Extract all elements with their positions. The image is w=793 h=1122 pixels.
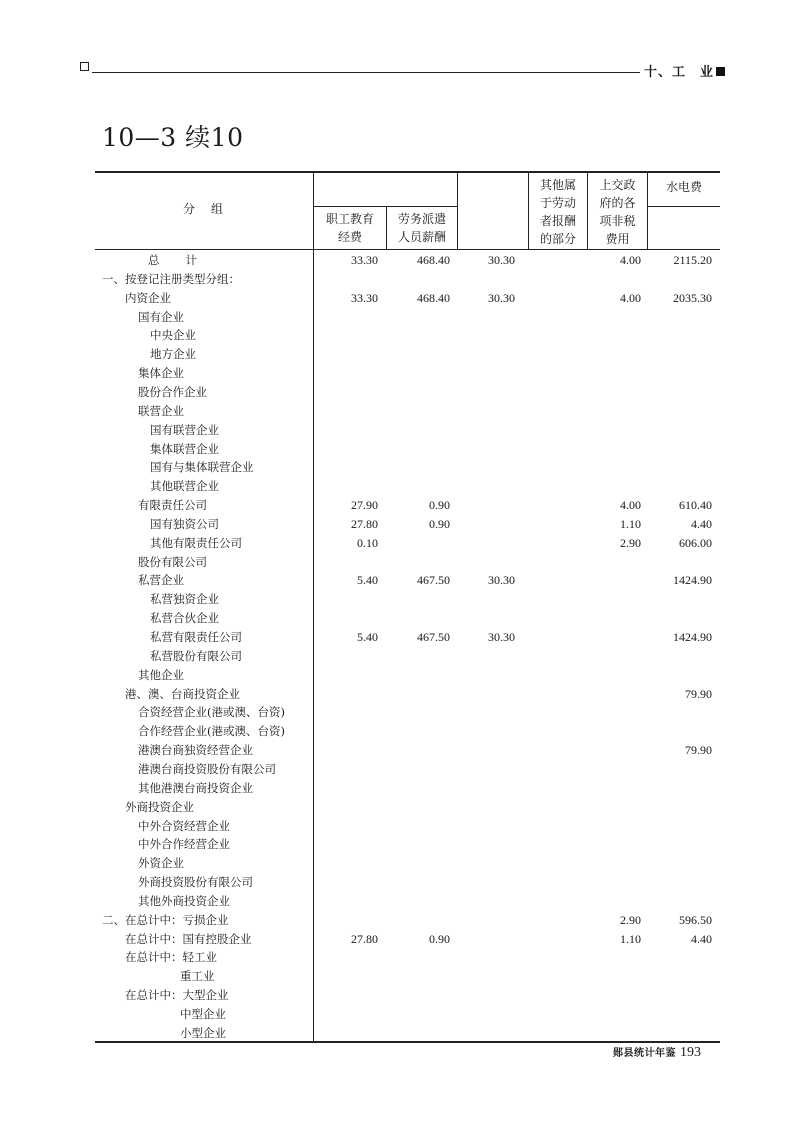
header-col2-line2: 人员薪酬 <box>397 230 446 244</box>
cell-col2: 468.40 <box>417 290 450 305</box>
header-col5 <box>588 176 647 248</box>
row-label: 国有联营企业 <box>150 422 219 437</box>
cell-col6: 4.40 <box>691 516 712 531</box>
cell-col5: 4.00 <box>620 498 641 513</box>
header-col2-line1: 劳务派遣 <box>397 212 446 226</box>
row-label: 二、在总计中：亏损企业 <box>102 912 229 927</box>
header-col6: 水电费 <box>665 180 702 194</box>
cell-col5: 1.10 <box>620 931 641 946</box>
cell-col1: 27.80 <box>351 931 378 946</box>
row-label: 港澳台商独资经营企业 <box>138 743 253 758</box>
cell-col3: 30.30 <box>488 573 515 588</box>
page-number: 193 <box>680 1045 701 1060</box>
table-row <box>95 779 720 798</box>
table-row <box>95 722 720 741</box>
header-sub-rule-right <box>647 206 720 207</box>
row-label: 私营股份有限公司 <box>150 648 242 663</box>
row-label: 中外合作经营企业 <box>138 837 230 852</box>
col-divider-2 <box>457 172 458 249</box>
table-row <box>95 873 720 892</box>
table-row <box>95 326 720 345</box>
row-label: 外商投资企业 <box>125 799 194 814</box>
table-row <box>95 986 720 1005</box>
cell-col2: 0.90 <box>429 931 450 946</box>
cell-col1: 27.90 <box>351 498 378 513</box>
table-row <box>95 835 720 854</box>
table-row <box>95 892 720 911</box>
header-col1-line2: 经费 <box>337 230 362 244</box>
cell-col6: 1424.90 <box>673 630 712 644</box>
table-row <box>95 364 720 383</box>
table-row <box>95 477 720 496</box>
chapter-label: 十、工 业 <box>644 65 715 80</box>
table-row <box>95 817 720 836</box>
table-row <box>95 609 720 628</box>
table-row <box>95 440 720 459</box>
row-label: 股份有限公司 <box>138 554 207 569</box>
table-row <box>95 251 720 270</box>
row-label: 有限责任公司 <box>138 498 207 513</box>
header-box-icon <box>80 62 89 71</box>
header-col5-line3: 项非税 <box>599 214 636 228</box>
table-top-rule <box>95 171 720 173</box>
yearbook-name: 郧县统计年鉴 <box>613 1048 676 1059</box>
header-col4 <box>529 176 587 248</box>
header-col5-line1: 上交政 <box>599 178 636 192</box>
chapter-square-icon <box>716 67 725 76</box>
cell-col6: 4.40 <box>691 931 712 946</box>
row-label: 一、按登记注册类型分组： <box>102 271 240 286</box>
row-label: 国有独资公司 <box>150 516 219 531</box>
table-row <box>95 590 720 609</box>
row-label: 重工业 <box>180 969 215 984</box>
table-row <box>95 930 720 949</box>
header-bottom-rule <box>95 249 720 250</box>
row-label: 中型企业 <box>180 1007 226 1021</box>
table-row <box>95 798 720 817</box>
row-label: 私营合伙企业 <box>150 611 219 626</box>
row-label: 内资企业 <box>125 290 171 305</box>
header-col5-line4: 费用 <box>605 232 630 246</box>
table-row <box>95 270 720 289</box>
table-row <box>95 854 720 873</box>
header-col5-line2: 府的各 <box>599 196 636 210</box>
cell-col6: 610.40 <box>679 498 712 513</box>
row-label: 合作经营企业(港或澳、台资) <box>138 724 285 739</box>
row-label: 私营独资企业 <box>150 592 219 607</box>
row-label: 外资企业 <box>138 856 184 871</box>
cell-col6: 2035.30 <box>673 290 712 305</box>
row-label: 其他外商投资企业 <box>138 893 230 908</box>
row-label: 其他港澳台商投资企业 <box>138 780 253 795</box>
table-row <box>95 685 720 704</box>
table-title: 10—3 续10 <box>102 123 244 152</box>
row-label: 港澳台商投资股份有限公司 <box>138 761 276 776</box>
cell-col6: 1424.90 <box>673 573 712 588</box>
cell-col2: 467.50 <box>417 573 450 588</box>
chapter-heading <box>644 61 725 80</box>
header-group: 分 组 <box>182 202 225 216</box>
header-col2 <box>387 210 457 246</box>
table-row <box>95 383 720 402</box>
table-row <box>95 534 720 553</box>
table-row <box>95 967 720 986</box>
table-row <box>95 948 720 967</box>
table-row <box>95 911 720 930</box>
row-label: 在总计中：大型企业 <box>125 988 229 1003</box>
table-row <box>95 571 720 590</box>
row-label: 在总计中：轻工业 <box>125 950 217 965</box>
header-sub-rule-left <box>313 206 457 207</box>
cell-col2: 468.40 <box>417 253 450 267</box>
cell-col5: 4.00 <box>620 290 641 305</box>
row-label: 其他联营企业 <box>150 479 219 494</box>
row-label: 中央企业 <box>150 328 196 343</box>
header-col4-line2: 于劳动 <box>539 196 576 210</box>
header-col1 <box>314 210 386 246</box>
cell-col5: 4.00 <box>620 253 641 267</box>
row-label: 外商投资股份有限公司 <box>138 875 253 890</box>
row-label: 股份合作企业 <box>138 384 207 399</box>
row-label: 其他企业 <box>138 667 184 682</box>
row-label: 集体企业 <box>138 366 184 381</box>
table-row <box>95 496 720 515</box>
header-col4-line3: 者报酬 <box>539 214 576 228</box>
cell-col2: 0.90 <box>429 498 450 513</box>
table-row <box>95 402 720 421</box>
cell-col1: 5.40 <box>357 573 378 588</box>
table-row <box>95 628 720 647</box>
row-label: 私营有限责任公司 <box>150 630 242 644</box>
header-col1-line1: 职工教育 <box>325 212 374 226</box>
table-row <box>95 308 720 327</box>
table-row <box>95 666 720 685</box>
header-col4-line1: 其他属 <box>539 178 576 192</box>
row-label: 其他有限责任公司 <box>150 535 242 550</box>
row-label: 港、澳、台商投资企业 <box>125 686 240 701</box>
header-rule <box>92 72 640 73</box>
table-row <box>95 760 720 779</box>
cell-col6: 2115.20 <box>673 253 712 267</box>
row-label: 国有与集体联营企业 <box>150 460 254 475</box>
cell-col1: 0.10 <box>357 535 378 550</box>
cell-col3: 30.30 <box>488 630 515 644</box>
table-row <box>95 289 720 308</box>
cell-col6: 606.00 <box>679 535 712 550</box>
cell-col1: 33.30 <box>351 290 378 305</box>
cell-col1: 33.30 <box>351 253 378 267</box>
cell-col1: 5.40 <box>357 630 378 644</box>
row-label: 总 计 <box>148 253 198 267</box>
table-row <box>95 703 720 722</box>
page-footer <box>613 1044 701 1061</box>
row-label: 在总计中：国有控股企业 <box>125 931 252 946</box>
row-label: 小型企业 <box>180 1025 226 1040</box>
row-label: 地方企业 <box>150 347 196 362</box>
header-col4-line4: 的部分 <box>539 232 576 246</box>
row-label: 联营企业 <box>138 403 184 418</box>
table-row <box>95 458 720 477</box>
row-label: 集体联营企业 <box>150 441 219 456</box>
cell-col6: 596.50 <box>679 912 712 927</box>
cell-col6: 79.90 <box>685 743 712 758</box>
table-row <box>95 741 720 760</box>
table-row <box>95 1024 720 1043</box>
cell-col2: 467.50 <box>417 630 450 644</box>
row-label: 中外合资经营企业 <box>138 818 230 833</box>
cell-col6: 79.90 <box>685 686 712 701</box>
table-row <box>95 553 720 572</box>
cell-col5: 1.10 <box>620 516 641 531</box>
table-row <box>95 421 720 440</box>
cell-col3: 30.30 <box>488 290 515 305</box>
cell-col1: 27.80 <box>351 516 378 531</box>
row-label: 国有企业 <box>138 309 184 324</box>
cell-col5: 2.90 <box>620 535 641 550</box>
table-row <box>95 647 720 666</box>
row-label: 合资经营企业(港或澳、台资) <box>138 705 285 720</box>
table-row <box>95 1005 720 1024</box>
cell-col3: 30.30 <box>488 253 515 267</box>
row-label: 私营企业 <box>138 573 184 588</box>
cell-col5: 2.90 <box>620 912 641 927</box>
table-row <box>95 515 720 534</box>
table-row <box>95 345 720 364</box>
cell-col2: 0.90 <box>429 516 450 531</box>
